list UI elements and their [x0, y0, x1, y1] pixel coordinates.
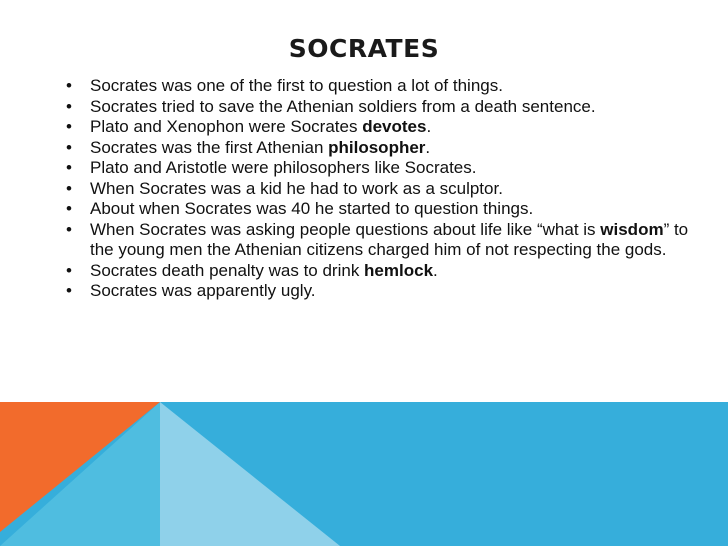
bullet-item [66, 158, 706, 179]
bullet-item [66, 199, 706, 220]
bullet-text: . [426, 117, 432, 136]
bullet-marker: • [66, 260, 72, 280]
bullet-item [66, 281, 706, 302]
bullet-text: Socrates was one of the first to question a lot of things. [90, 76, 503, 95]
bullet-marker: • [66, 178, 72, 198]
bullet-marker: • [66, 76, 72, 95]
decorative-footer-band [0, 402, 728, 546]
bullet-list [66, 76, 706, 302]
bullet-marker: • [66, 96, 72, 116]
bullet-emphasis: wisdom [600, 219, 664, 239]
bullet-text: When Socrates was a kid he had to work as a sculptor. [90, 178, 503, 198]
bullet-text: About when Socrates was 40 he started to question things. [90, 199, 534, 218]
bullet-marker: • [66, 117, 72, 136]
bullet-item [66, 97, 706, 118]
bullet-item [66, 138, 706, 159]
slide-title: SOCRATES [288, 34, 440, 63]
bullet-text: Plato and Xenophon were Socrates [90, 117, 363, 136]
bullet-text: Socrates tried to save the Athenian soldiers from a death sentence. [90, 96, 596, 116]
bullet-text: . [433, 260, 438, 280]
bullet-item [66, 76, 706, 97]
bullet-text: ” to the young men the Athenian citizens charged him of not respecting the gods. [90, 219, 689, 259]
bullet-text: . [425, 137, 431, 157]
bullet-marker: • [66, 137, 72, 157]
bullet-marker: • [66, 158, 72, 177]
bullet-text: Socrates was the first Athenian [90, 137, 329, 157]
bullet-text: Socrates death penalty was to drink [90, 260, 365, 280]
bullet-text: Socrates was apparently ugly. [90, 281, 316, 300]
bullet-item [66, 220, 706, 261]
bullet-marker: • [66, 199, 72, 218]
bullet-marker: • [66, 281, 72, 300]
bullet-item [66, 261, 706, 282]
bullet-text: Plato and Aristotle were philosophers like Socrates. [90, 158, 477, 177]
bullet-marker: • [66, 219, 72, 239]
bullet-emphasis: hemlock [364, 260, 434, 280]
bullet-emphasis: philosopher [328, 137, 426, 157]
bullet-item [66, 117, 706, 138]
bullet-emphasis: devotes [362, 117, 427, 136]
bullet-text: When Socrates was asking people questions about life like “what is [90, 219, 601, 239]
bullet-item [66, 179, 706, 200]
